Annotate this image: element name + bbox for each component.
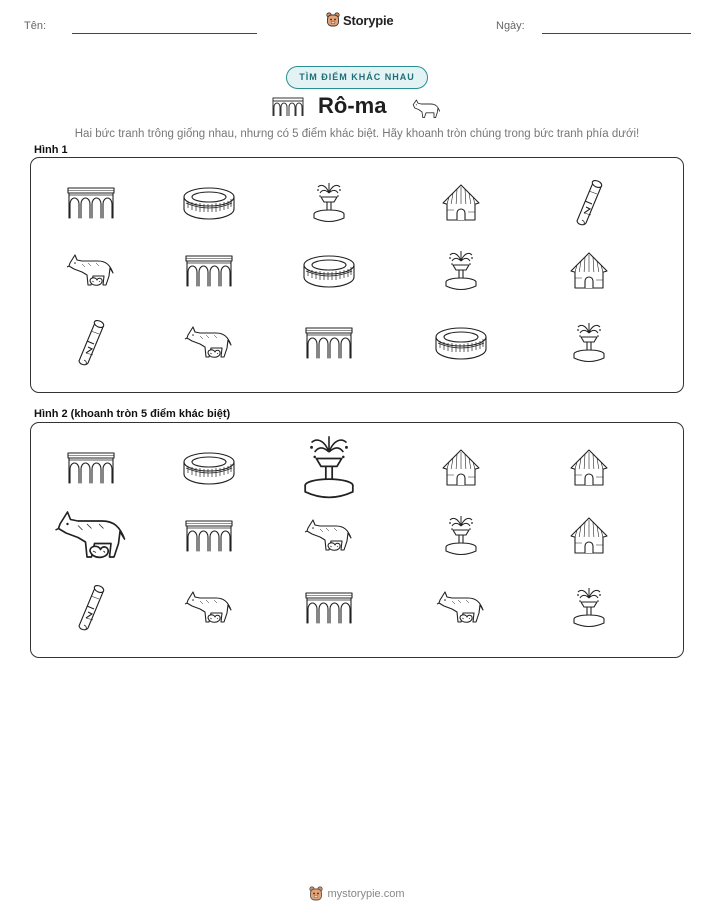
fountain-cell[interactable] [289, 435, 369, 501]
aqueduct-icon [272, 97, 304, 117]
scroll-cell[interactable] [549, 170, 629, 236]
hut-icon [568, 448, 610, 488]
fountain-cell[interactable] [549, 575, 629, 641]
bear-mascot-icon [326, 12, 340, 28]
colosseum-icon [182, 450, 236, 486]
aqueduct-cell[interactable] [51, 435, 131, 501]
wolf-cell[interactable] [169, 575, 249, 641]
wolf-icon [184, 588, 234, 628]
hut-cell[interactable] [421, 170, 501, 236]
fountain-cell[interactable] [421, 503, 501, 569]
scroll-cell[interactable] [51, 575, 131, 641]
wolf-icon [66, 251, 116, 291]
scroll-icon [74, 319, 108, 367]
brand-logo [326, 12, 393, 28]
aqueduct-cell[interactable] [51, 170, 131, 236]
aqueduct-icon [66, 186, 116, 220]
scroll-icon [74, 584, 108, 632]
hut-icon [440, 183, 482, 223]
hut-cell[interactable] [421, 435, 501, 501]
fountain-icon [572, 586, 606, 630]
instructions: Hai bức tranh trông giống nhau, nhưng có 5 điểm khác biệt. Hãy khoanh tròn chúng trong bức tranh phía dưới! [74, 128, 640, 140]
picture2-panel[interactable] [30, 422, 684, 658]
fountain-icon [444, 249, 478, 293]
aqueduct-icon [184, 519, 234, 553]
footer [0, 886, 714, 902]
hut-icon [440, 448, 482, 488]
colosseum-icon [182, 185, 236, 221]
hut-icon [568, 251, 610, 291]
hut-icon [568, 516, 610, 556]
name-label: Tên: [24, 20, 47, 32]
date-label: Ngày: [496, 20, 525, 32]
aqueduct-cell[interactable] [169, 238, 249, 304]
colosseum-cell[interactable] [289, 238, 369, 304]
aqueduct-cell[interactable] [169, 503, 249, 569]
aqueduct-icon [66, 451, 116, 485]
wolf-cell[interactable] [289, 503, 369, 569]
wolf-cell[interactable] [421, 575, 501, 641]
wolf-icon [304, 516, 354, 556]
wolf-cell[interactable] [51, 238, 131, 304]
hut-cell[interactable] [549, 503, 629, 569]
worksheet-type-badge: TÌM ĐIỂM KHÁC NHAU [286, 66, 428, 89]
aqueduct-icon [304, 326, 354, 360]
hut-cell[interactable] [549, 435, 629, 501]
fountain-cell[interactable] [289, 170, 369, 236]
wolf-cell[interactable] [169, 310, 249, 376]
wolf-icon [436, 588, 486, 628]
colosseum-cell[interactable] [169, 170, 249, 236]
colosseum-icon [434, 325, 488, 361]
scroll-cell[interactable] [51, 310, 131, 376]
wolf-cell[interactable] [51, 503, 131, 569]
title-row [270, 93, 450, 127]
aqueduct-cell[interactable] [289, 575, 369, 641]
picture1-label: Hình 1 [34, 144, 68, 156]
hut-cell[interactable] [549, 238, 629, 304]
aqueduct-cell[interactable] [289, 310, 369, 376]
fountain-cell[interactable] [549, 310, 629, 376]
fountain-icon [444, 514, 478, 558]
fountain-cell[interactable] [421, 238, 501, 304]
wolf-icon [184, 323, 234, 363]
picture2-label: Hình 2 (khoanh tròn 5 điểm khác biệt) [34, 408, 231, 420]
wolf-icon [54, 506, 129, 566]
colosseum-cell[interactable] [421, 310, 501, 376]
colosseum-cell[interactable] [169, 435, 249, 501]
brand-name: Storypie [343, 12, 394, 28]
aqueduct-icon [184, 254, 234, 288]
wolf-icon [410, 96, 442, 120]
fountain-icon [572, 321, 606, 365]
fountain-icon [312, 181, 346, 225]
page-title: Rô-ma [318, 93, 387, 118]
name-line[interactable] [72, 33, 257, 34]
scroll-icon [572, 179, 606, 227]
picture1-panel[interactable] [30, 157, 684, 393]
aqueduct-icon [304, 591, 354, 625]
colosseum-icon [302, 253, 356, 289]
bear-mascot-icon [309, 886, 323, 902]
fountain-icon [302, 433, 356, 503]
date-line[interactable] [542, 33, 691, 34]
footer-url: mystorypie.com [327, 888, 405, 900]
